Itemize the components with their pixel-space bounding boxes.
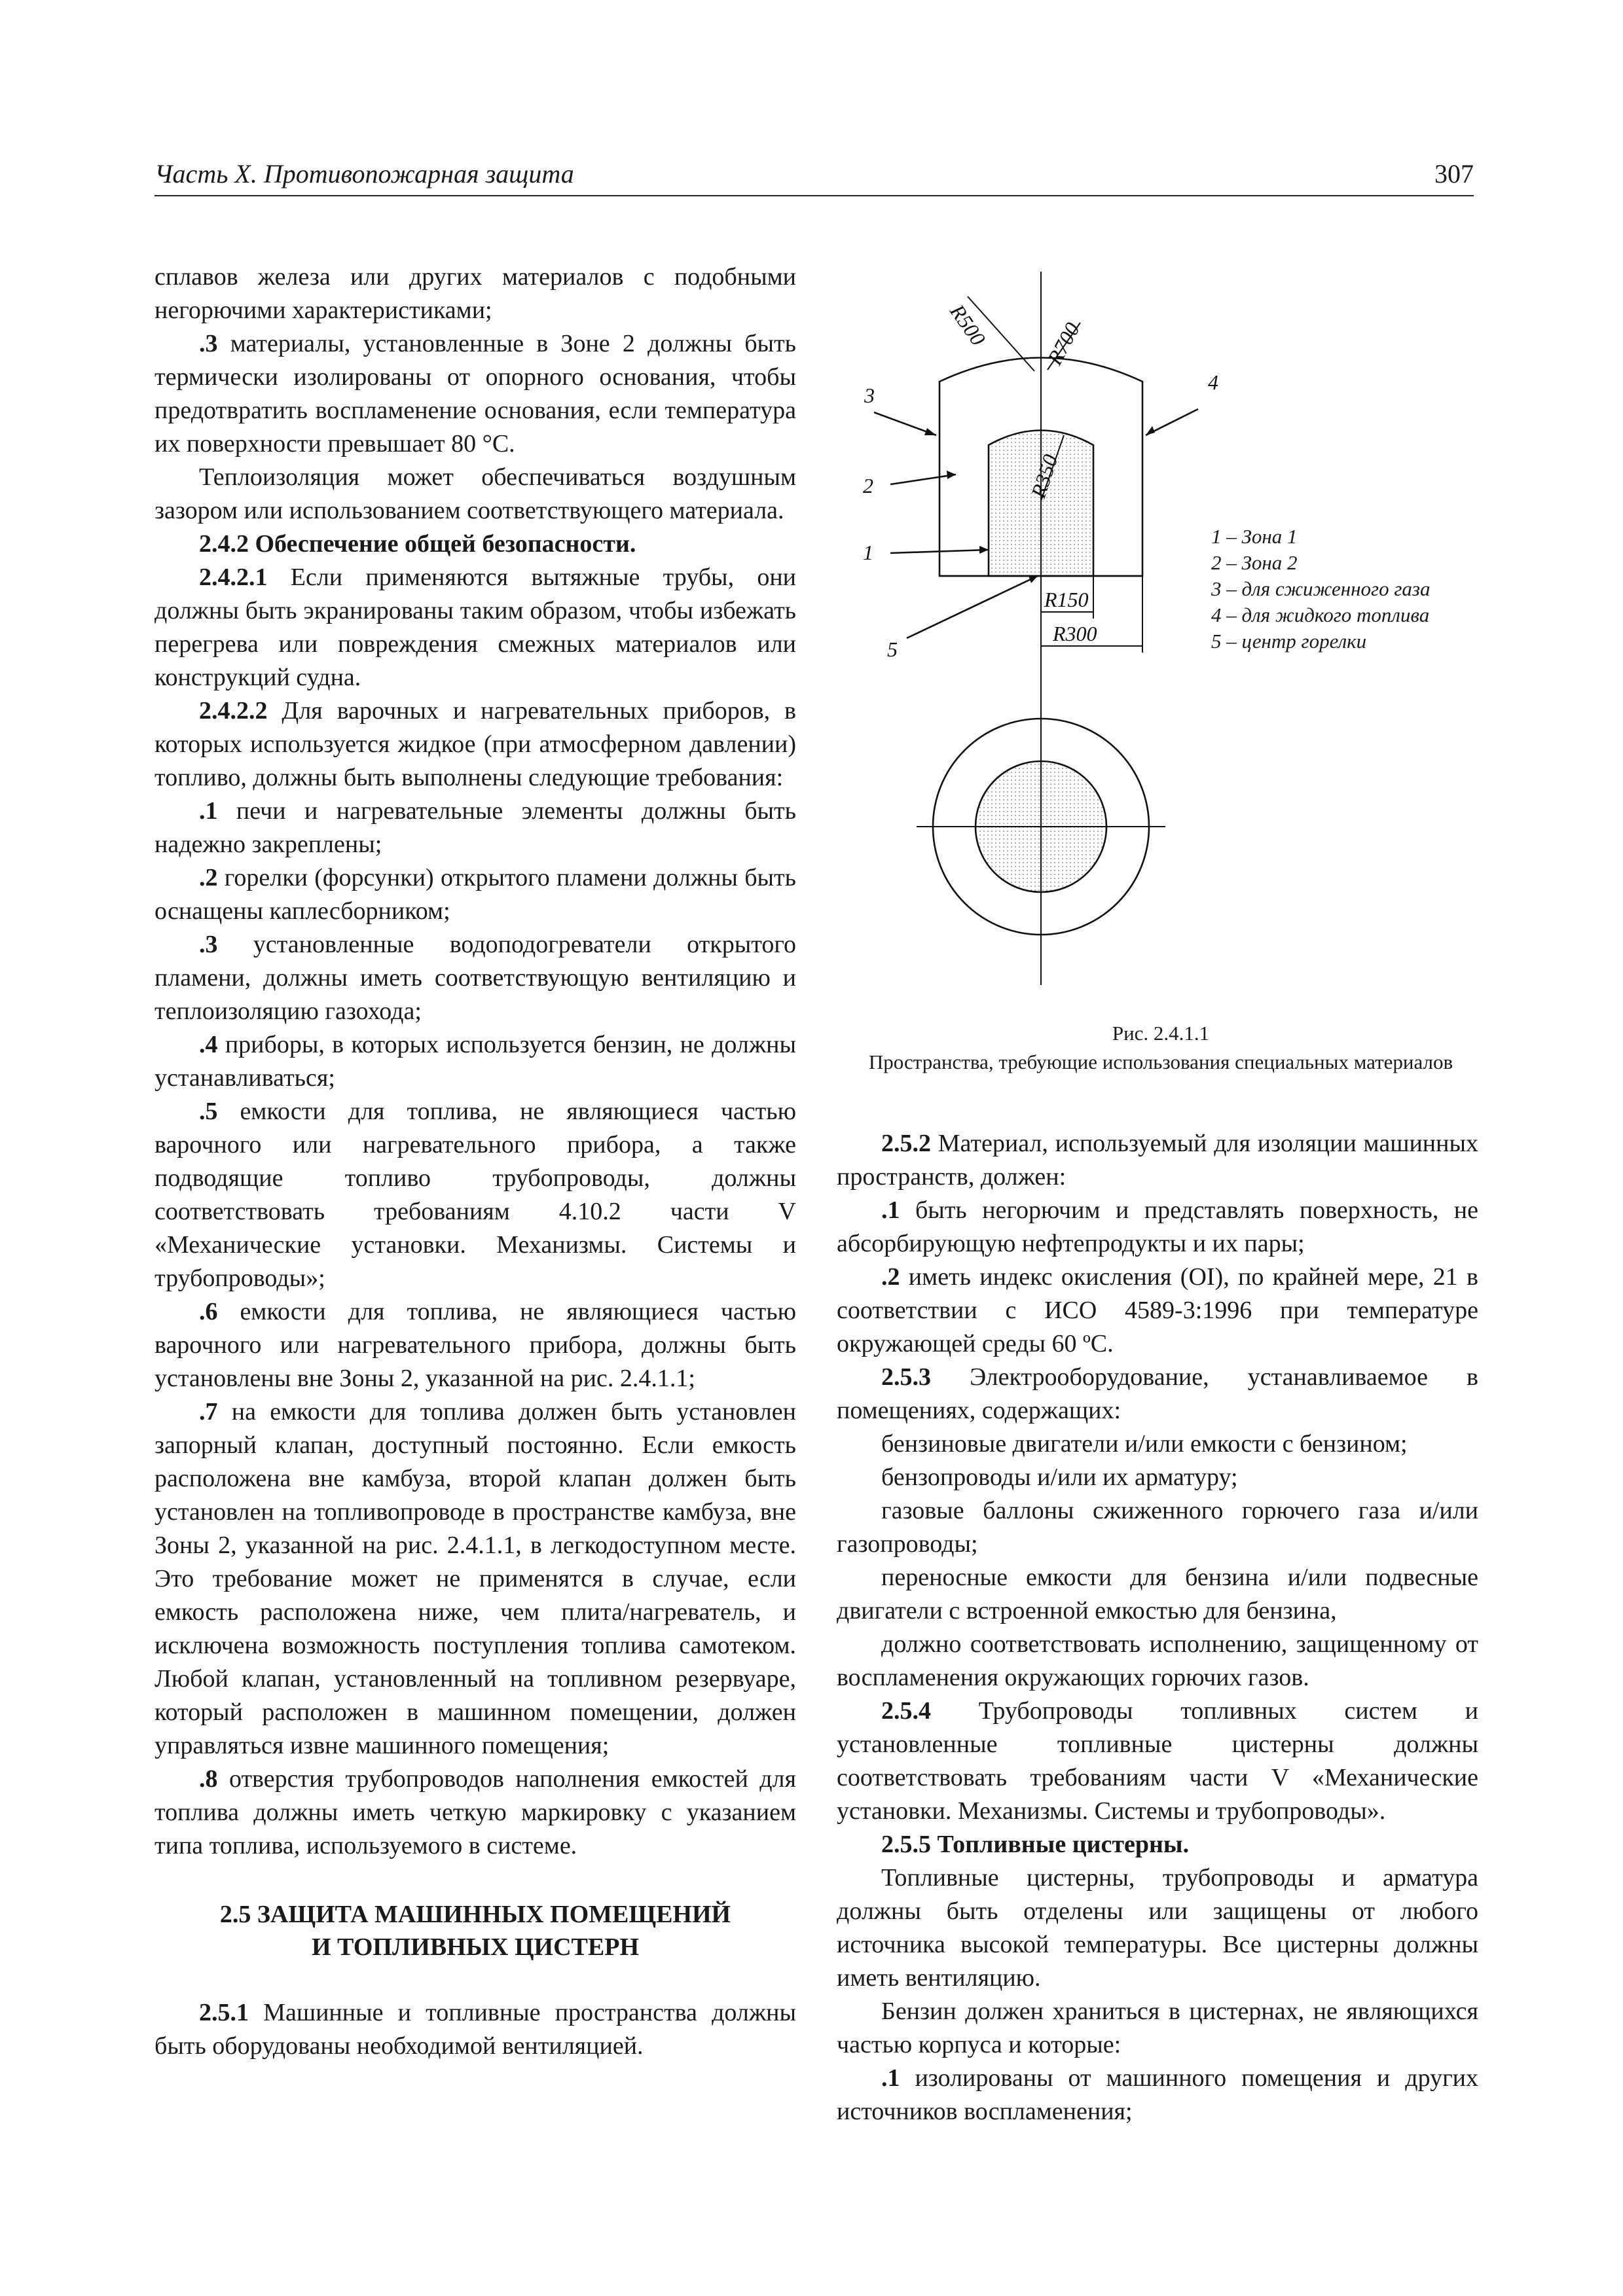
paragraph-text: иметь индекс окисления (OI), по крайней мере, 21 в соответствии с ИСО 4589-3:1996 при температуре окружающей среды 60 ºС. [837,1263,1478,1357]
label-5: 5 [887,637,898,661]
paragraph: Теплоизоляция может обеспечиваться воздушным зазором или использованием соответствующего материала. [155,463,796,524]
arrow-3 [924,428,936,435]
item-number: .2 [199,864,218,891]
paragraph [155,1763,796,1863]
item-number: 2.5.4 [881,1697,931,1725]
item-number: 2.5.3 [881,1363,931,1391]
paragraph: газовые баллоны сжиженного горючего газа и/или газопроводы; [837,1497,1478,1558]
label-r500: R500 [945,300,991,350]
paragraph [155,1996,796,2063]
arrow-2 [947,471,956,479]
paragraph [155,327,796,461]
paragraph [837,1361,1478,1427]
label-r300: R300 [1053,622,1097,645]
paragraph [837,2062,1478,2128]
paragraph-text: изолированы от машинного помещения и других источников воспламенения; [837,2064,1478,2125]
paragraph-text: печи и нагревательные элементы должны быть надежно закреплены; [155,797,796,858]
label-r700: R700 [1042,318,1084,369]
paragraph-text: Если применяются вытяжные трубы, они должны быть экранированы таким образом, чтобы избежать перегрева или повреждения смежных материалов или конструкций судна. [155,564,796,691]
arrow-4 [1146,426,1155,435]
paragraph [837,1695,1478,1828]
caption-number: Рис. 2.4.1.1 [1112,1022,1210,1045]
paragraph [155,861,796,928]
paragraph: должно соответствовать исполнению, защищенному от воспламенения окружающих горючих газов. [837,1630,1478,1691]
paragraph-text: материалы, установленные в Зоне 2 должны быть термически изолированы от опорного основания, чтобы предотвратить воспламенение основания, если температура их поверхности превышает 80 °С. [155,330,796,457]
section-heading-line: И ТОПЛИВНЫХ ЦИСТЕРН [311,1933,640,1961]
paragraph-text: установленные водоподогреватели открытого пламени, должны иметь соответствующую вентиляцию и теплоизоляцию газохода; [155,931,796,1025]
item-number: 2.5.1 [199,1999,249,2026]
label-r350: R350 [1026,451,1063,501]
item-number: .1 [199,797,218,825]
section-heading-line: 2.5 ЗАЩИТА МАШИННЫХ ПОМЕЩЕНИЙ [219,1901,731,1928]
paragraph-text: Для варочных и нагревательных приборов, в которых используется жидкое (при атмосферном давлении) топливо, должны быть выполнены следующие требования: [155,697,796,791]
paragraph-text: приборы, в которых используется бензин, не должны устанавливаться; [155,1031,796,1092]
section-heading-2-5-5: 2.5.5 Топливные цистерны. [881,1831,1190,1858]
item-number: 2.4.2.2 [199,697,268,725]
item-number: .3 [199,330,218,357]
label-4: 4 [1208,370,1218,394]
legend-item: 3 – для сжиженного газа [1211,577,1431,600]
item-number: .8 [199,1765,218,1793]
paragraph-text: Машинные и топливные пространства должны быть оборудованы необходимой вентиляцией. [155,1999,796,2060]
paragraph [155,1295,796,1395]
legend-item: 5 – центр горелки [1211,630,1367,653]
legend-item: 1 – Зона 1 [1211,525,1298,548]
left-column [155,260,796,2063]
label-1: 1 [863,541,873,564]
paragraph [155,1028,796,1095]
paragraph-text: емкости для топлива, не являющиеся частью варочного или нагревательного прибора, а также подводящие топливо трубопроводы, должны соответствовать требованиям 4.10.2 части V «Механические установки. Механизмы. Системы и трубопроводы»; [155,1098,796,1292]
paragraph [837,1127,1478,1194]
figure-caption [837,1019,1485,1077]
item-number: .5 [199,1098,218,1125]
header-rule [155,195,1474,196]
legend-item: 4 – для жидкого топлива [1211,603,1430,626]
item-number: 2.5.2 [881,1130,931,1157]
caption-text: Пространства, требующие использования специальных материалов [868,1050,1453,1073]
paragraph [837,1261,1478,1361]
paragraph-text: емкости для топлива, не являющиеся частью варочного или нагревательного прибора, должны быть установлены вне Зоны 2, указанной на рис. 2.4.1.1; [155,1298,796,1392]
paragraph [155,561,796,694]
legend-item: 2 – Зона 2 [1211,551,1298,574]
paragraph-text: горелки (форсунки) открытого пламени должны быть оснащены каплесборником; [155,864,796,925]
page-number: 307 [1434,159,1474,188]
arrow-1 [979,546,989,554]
paragraph [155,1395,796,1763]
item-number: 2.4.2.1 [199,564,268,591]
section-heading-2-5 [155,1898,796,1964]
figure-2-4-1-1 [845,272,1473,1096]
item-number: .1 [881,2064,900,2092]
right-column [837,1127,1478,2128]
paragraph-text: Электрооборудование, устанавливаемое в помещениях, содержащих: [837,1363,1478,1424]
arrow-5 [1029,576,1038,583]
label-2: 2 [863,474,873,497]
figure-legend [1211,524,1431,655]
paragraph: бензопроводы и/или их арматуру; [881,1463,1238,1491]
paragraph [155,1095,796,1295]
paragraph-text: Материал, используемый для изоляции машинных пространств, должен: [837,1130,1478,1191]
paragraph [837,1194,1478,1261]
item-number: .3 [199,931,218,958]
item-number: .7 [199,1398,218,1426]
label-r150: R150 [1044,588,1089,611]
paragraph [155,795,796,861]
item-number: .4 [199,1031,218,1058]
paragraph: Бензин должен храниться в цистернах, не являющихся частью корпуса и которые: [837,1998,1478,2058]
paragraph [155,928,796,1028]
item-number: .1 [881,1196,900,1224]
paragraph: сплавов железа или других материалов с подобными негорючими характеристиками; [155,263,796,324]
page-header [155,158,1474,198]
paragraph-text: на емкости для топлива должен быть установлен запорный клапан, доступный постоянно. Если емкость расположена вне камбуза, второй клапан должен быть установлен на топливопроводе в пространстве камбуза, вне Зоны 2, указанной на рис. 2.4.1.1, в легкодоступном месте. Это требование может не применятся в случае, если емкость расположена ниже, чем плита/нагреватель, и исключена возможность поступления топлива самотеком. Любой клапан, установленный на топливном резервуаре, который расположен в машинном помещении, должен управляться извне машинного помещения; [155,1398,796,1759]
paragraph-text: Трубопроводы топливных систем и установленные топливные цистерны должны соответствовать требованиям части V «Механические установки. Механизмы. Системы и трубопроводы». [837,1697,1478,1825]
paragraph: бензиновые двигатели и/или емкости с бензином; [881,1430,1408,1458]
paragraph: переносные емкости для бензина и/или подвесные двигатели с встроенной емкостью для бензина, [837,1564,1478,1624]
label-3: 3 [864,384,875,407]
item-number: .6 [199,1298,218,1325]
item-number: .2 [881,1263,900,1291]
running-title: Часть X. Противопожарная защита [155,159,574,188]
paragraph-text: отверстия трубопроводов наполнения емкостей для топлива должны иметь четкую маркировку с указанием типа топлива, используемого в системе. [155,1765,796,1859]
section-heading-2-4-2: 2.4.2 Обеспечение общей безопасности. [199,530,636,558]
paragraph-text: быть негорючим и представлять поверхность, не абсорбирующую нефтепродукты и их пары; [837,1196,1478,1257]
paragraph: Топливные цистерны, трубопроводы и арматура должны быть отделены или защищены от любого источника высокой температуры. Все цистерны должны иметь вентиляцию. [837,1864,1478,1992]
paragraph [155,694,796,795]
